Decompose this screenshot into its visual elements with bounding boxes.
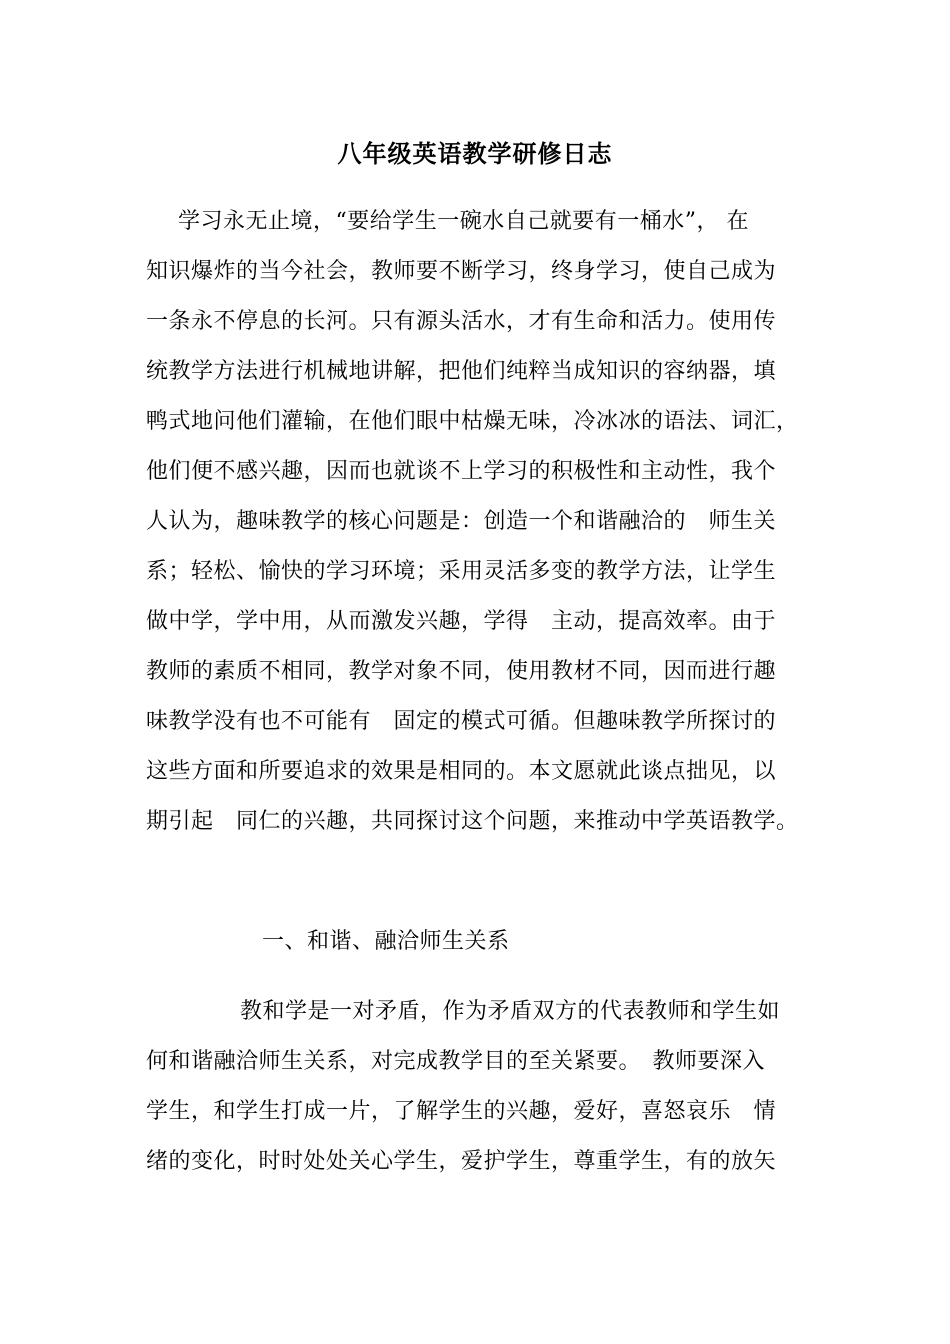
- paragraph-line: 学习永无止境，“要给学生一碗水自己就要有一桶水”， 在: [178, 209, 749, 234]
- document-title: 八年级英语教学研修日志: [337, 139, 613, 168]
- paragraph-line: 味教学没有也不可能有 固定的模式可循。但趣味教学所探讨的: [146, 709, 777, 734]
- paragraph-line: 教师的素质不相同，教学对象不同，使用教材不同，因而进行趣: [146, 659, 777, 684]
- paragraph-line: 鸭式地问他们灌输，在他们眼中枯燥无味，冷冰冰的语法、词汇，: [146, 409, 799, 434]
- paragraph-line: 教和学是一对矛盾，作为矛盾双方的代表教师和学生如: [240, 999, 781, 1024]
- paragraph-line: 系；轻松、愉快的学习环境；采用灵活多变的教学方法，让学生: [146, 559, 777, 584]
- paragraph-line: 这些方面和所要追求的效果是相同的。本文愿就此谈点拙见，以: [146, 759, 777, 784]
- paragraph-line: 学生，和学生打成一片，了解学生的兴趣，爱好，喜怒哀乐 情: [146, 1099, 777, 1124]
- paragraph-line: 何和谐融洽师生关系，对完成教学目的至关紧要。 教师要深入: [146, 1049, 766, 1074]
- paragraph-line: 知识爆炸的当今社会，教师要不断学习，终身学习，使自己成为: [146, 259, 777, 284]
- paragraph-line: 绪的变化，时时处处关心学生，爱护学生，尊重学生，有的放矢: [146, 1149, 777, 1174]
- paragraph-line: 统教学方法进行机械地讲解，把他们纯粹当成知识的容纳器，填: [146, 359, 777, 384]
- paragraph-line: 期引起 同仁的兴趣，共同探讨这个问题，来推动中学英语教学。: [146, 809, 799, 834]
- paragraph-line: 人认为，趣味教学的核心问题是：创造一个和谐融洽的 师生关: [146, 509, 777, 534]
- paragraph-line: 一条永不停息的长河。只有源头活水，才有生命和活力。使用传: [146, 309, 777, 334]
- section-heading: 一、和谐、融洽师生关系: [262, 929, 510, 954]
- paragraph-line: 他们便不感兴趣，因而也就谈不上学习的积极性和主动性，我个: [146, 459, 777, 484]
- paragraph-line: 做中学，学中用，从而激发兴趣，学得 主动，提高效率。由于: [146, 609, 777, 634]
